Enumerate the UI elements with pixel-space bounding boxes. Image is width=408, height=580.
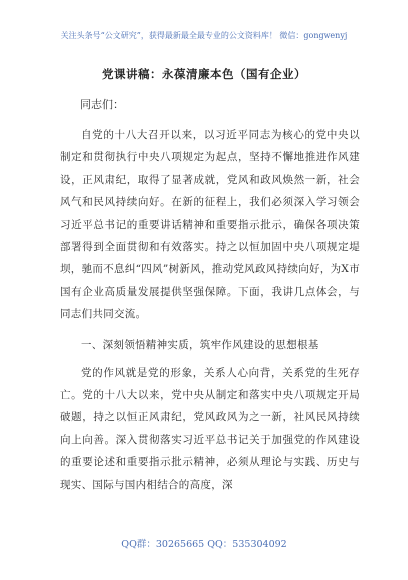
salutation: 同志们： xyxy=(80,98,124,111)
footer-contact: QQ群：30265665 QQ：535304092 xyxy=(121,539,287,550)
header-banner: 关注头条号“公文研究”，获得最新最全最专业的公文资料库！ 微信：gongwenyj xyxy=(60,31,348,40)
section-heading: 一、深刻领悟精神实质，筑牢作风建设的思想根基 xyxy=(81,338,319,351)
document-title: 党课讲稿：永葆清廉本色（国有企业） xyxy=(102,67,306,81)
body-paragraph: 党的作风就是党的形象，关系人心向背，关系党的生死存亡。党的十八大以来，党中央从制定和落实中央八项规定开局破题，持之以恒正风肃纪，党风政风为之一新，社风民风持续向上向善。深入贯彻落实习近平总书记关于加强党的作风建设的重要论述和重要指示批示精神，必须从理论与实践、历史与现实、国际与国内相结合的高度，深 xyxy=(60,366,360,491)
body-paragraph: 自党的十八大召开以来，以习近平同志为核心的党中央以制定和贯彻执行中央八项规定为起点，坚持不懈地推进作风建设，正风肃纪，取得了显著成就，党风和政风焕然一新，社会风气和民风持续向好。在新的征程上，我们必须深入学习领会习近平总书记的重要讲话精神和重要指示批示，确保各项决策部署得到全面贯彻和有效落实。持之以恒加固中央八项规定堤坝，驰而不息纠“四风”树新风，推动党风政风持续向好，为X市国有企业高质量发展提供坚强保障。下面，我讲几点体会，与同志们共同交流。 xyxy=(60,129,360,321)
document-body xyxy=(60,124,360,496)
